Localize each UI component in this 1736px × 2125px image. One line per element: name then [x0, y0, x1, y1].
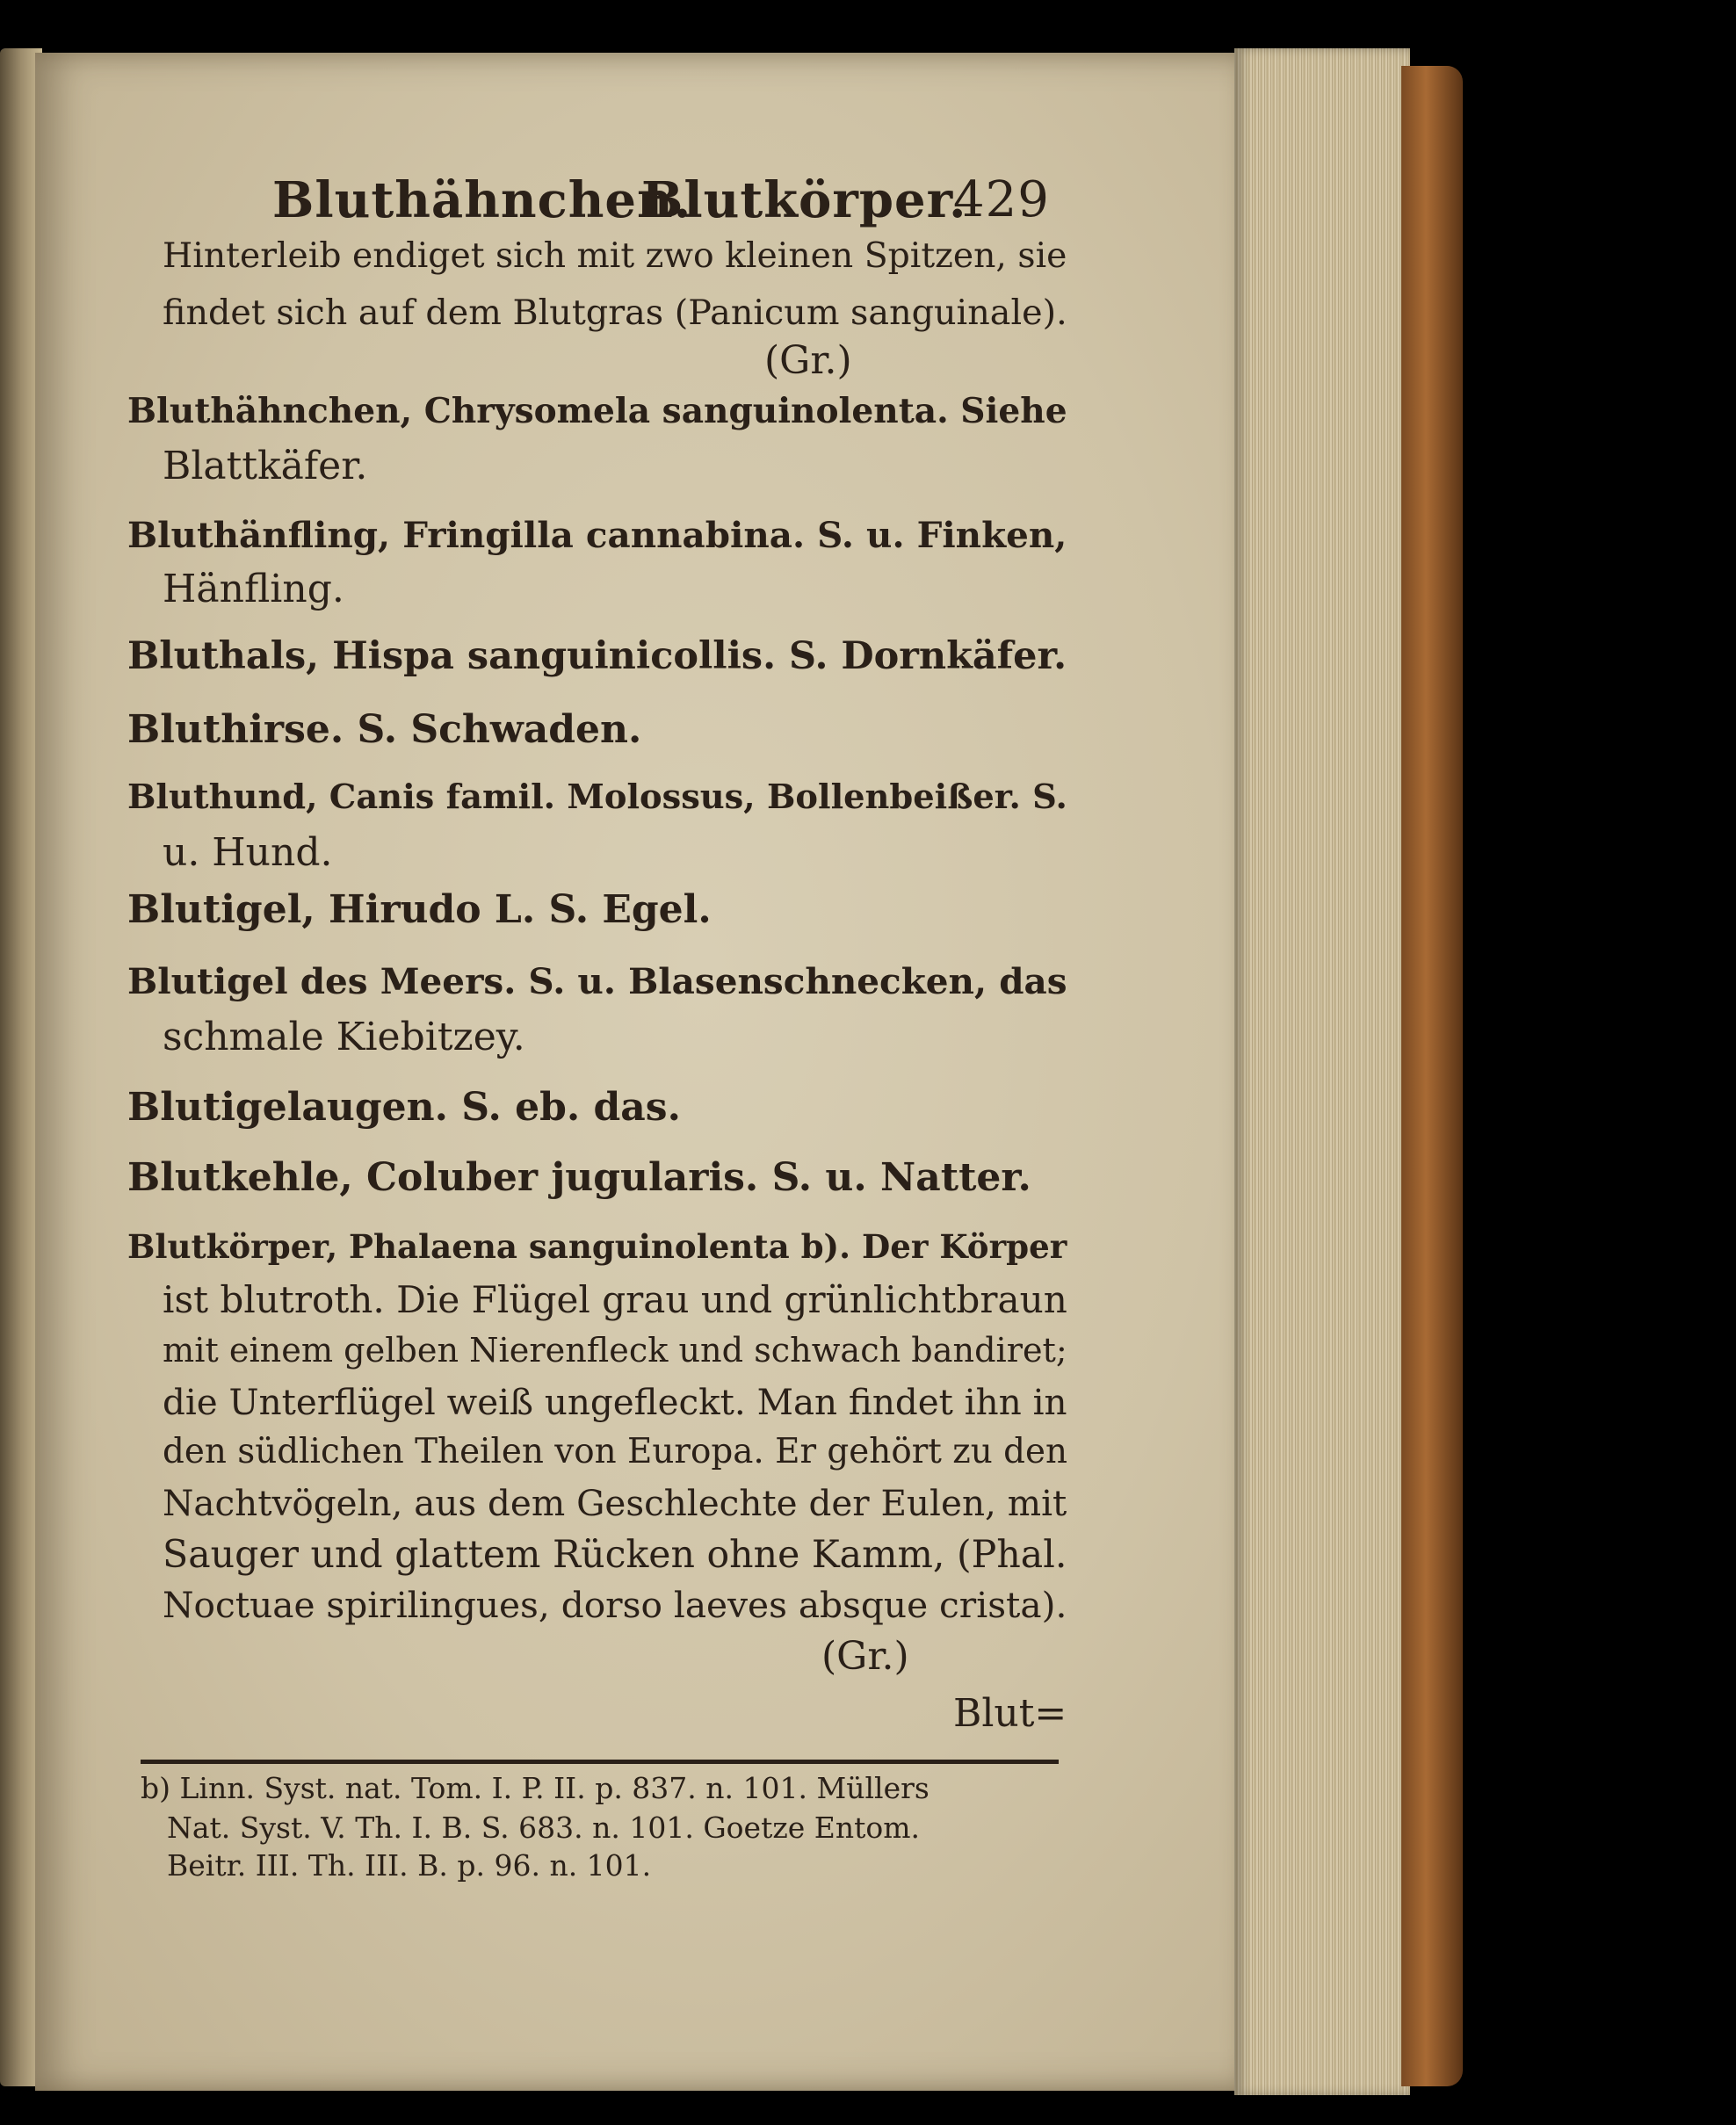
- page-number: 429: [953, 171, 1050, 228]
- text-line: Blutkörper, Phalaena sanguinolenta b). Der Körper: [127, 1227, 1067, 1266]
- header-right: Blutkörper.: [641, 171, 967, 229]
- text-line: den südlichen Theilen von Europa. Er gehört zu den: [163, 1432, 1068, 1471]
- page-edges: [1234, 48, 1410, 2095]
- text-line: u. Hund.: [163, 830, 333, 875]
- footnote-line: b) Linn. Syst. nat. Tom. I. P. II. p. 837. n. 101. Müllers: [141, 1771, 929, 1805]
- text-line: Blut=: [953, 1691, 1067, 1736]
- text-line: schmale Kiebitzey.: [163, 1015, 525, 1059]
- text-line: Blutkehle, Coluber jugularis. S. u. Natter.: [127, 1155, 1031, 1200]
- text-line: Bluthänfling, Fringilla cannabina. S. u. Finken,: [127, 514, 1067, 556]
- book-cover-edge: [1401, 66, 1463, 2086]
- text-line: Hänfling.: [163, 567, 344, 611]
- text-line: Blutigel des Meers. S. u. Blasenschnecken, das: [127, 960, 1067, 1002]
- text-line: mit einem gelben Nierenfleck und schwach bandiret;: [163, 1332, 1067, 1370]
- text-line: Noctuae spirilingues, dorso laeves absque crista).: [163, 1584, 1067, 1626]
- text-line: (Gr.): [764, 338, 852, 383]
- text-line: Nachtvögeln, aus dem Geschlechte der Eulen, mit: [163, 1482, 1067, 1524]
- running-header: [176, 171, 1054, 233]
- footnote-line: Nat. Syst. V. Th. I. B. S. 683. n. 101. Goetze Entom.: [167, 1811, 921, 1845]
- text-line: Bluthähnchen, Chrysomela sanguinolenta. Siehe: [127, 391, 1067, 431]
- footnote-line: Beitr. III. Th. III. B. p. 96. n. 101.: [167, 1848, 652, 1883]
- text-line: Hinterleib endiget sich mit zwo kleinen Spitzen, sie: [163, 236, 1067, 276]
- text-line: Blutigelaugen. S. eb. das.: [127, 1085, 681, 1130]
- text-line: (Gr.): [821, 1634, 909, 1679]
- text-line: Bluthals, Hispa sanguinicollis. S. Dornkäfer.: [127, 634, 1067, 678]
- text-line: ist blutroth. Die Flügel grau und grünlichtbraun: [163, 1278, 1067, 1321]
- text-line: Blattkäfer.: [163, 444, 368, 488]
- text-line: Bluthirse. S. Schwaden.: [127, 707, 642, 752]
- text-line: findet sich auf dem Blutgras (Panicum sanguinale).: [163, 293, 1067, 333]
- footnote-rule: [141, 1760, 1059, 1764]
- text-line: Bluthund, Canis famil. Molossus, Bollenbeißer. S.: [127, 777, 1067, 817]
- header-left: Bluthähnchen.: [272, 171, 692, 229]
- text-line: die Unterflügel weiß ungefleckt. Man findet ihn in: [163, 1381, 1067, 1423]
- text-line: Blutigel, Hirudo L. S. Egel.: [127, 887, 712, 932]
- text-line: Sauger und glattem Rücken ohne Kamm, (Phal.: [163, 1533, 1067, 1577]
